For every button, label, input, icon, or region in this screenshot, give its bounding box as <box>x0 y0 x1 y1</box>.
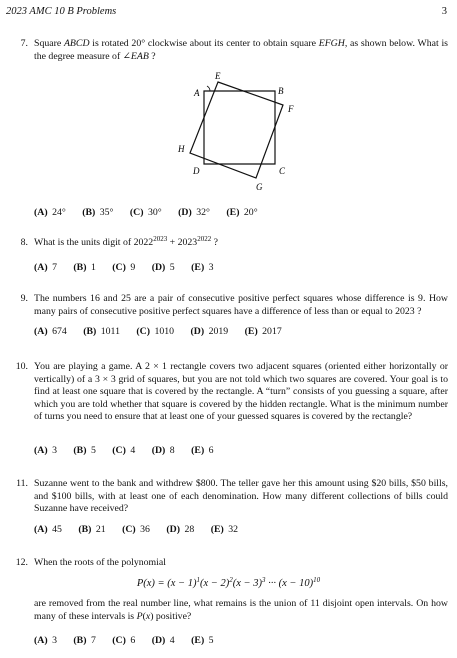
label-f: F <box>288 104 294 114</box>
choice-b: (B) 1 <box>73 262 96 273</box>
answer-choices <box>34 445 228 456</box>
problem-text: Square ABCD is rotated 20° clockwise about its center to obtain square EFGH, as shown below. What is the degree measure of ∠EAB ? <box>34 38 448 62</box>
choice-e: (E) 2017 <box>244 326 282 337</box>
choice-e: (E) 32 <box>210 524 239 535</box>
problem-text: You are playing a game. A 2 × 1 rectangle covers two adjacent squares (oriented either horizontally or vertically) of a 3 × 3 grid of squares, but you are not told which two squares are covered. Your goal is to find at least one square that is covered by the rectangle. A “turn” consists of you guessing a square, after which you are told whether that square is covered by the hidden rectangle. What is the minimum number of turns you need to ensure that at least one of your guessed squares is covered by the rectangle? <box>34 361 448 423</box>
problem-number: 10. <box>15 361 28 372</box>
choice-d: (D) 8 <box>151 445 175 456</box>
problem-text: are removed from the real number line, what remains is the union of 11 disjoint open intervals. On how many of these intervals is P(x) positive? <box>34 598 448 622</box>
choice-e: (E) 6 <box>191 445 214 456</box>
label-c: C <box>279 166 286 176</box>
choice-d: (D) 5 <box>151 262 175 273</box>
choice-d: (D) 2019 <box>190 326 229 337</box>
choice-d: (D) 4 <box>151 635 175 646</box>
choice-e: (E) 5 <box>191 635 214 646</box>
choice-a: (A) 3 <box>34 635 57 646</box>
choice-e: (E) 20° <box>226 207 258 218</box>
problem-text: What is the units digit of $2022^{2023} + 2023^{2022}$ ? <box>34 235 219 248</box>
choice-b: (B) 35° <box>82 207 114 218</box>
choice-b: (B) 21 <box>78 524 106 535</box>
problem-text: The numbers 16 and 25 are a pair of consecutive positive perfect squares whose difference is 9. How many pairs of consecutive positive perfect squares have a difference of less than or equal to 2023 ? <box>34 293 448 317</box>
label-b: B <box>278 86 284 96</box>
answer-choices <box>34 635 228 646</box>
polynomial-formula: $P(x) = (x - 1)^1(x - 2)^2(x - 3)^3$ ··· $(x - 10)^{10}$ <box>136 576 321 589</box>
answer-choices <box>34 207 272 218</box>
choice-e: (E) 3 <box>191 262 214 273</box>
label-h: H <box>178 144 185 154</box>
answer-choices <box>34 524 252 535</box>
choice-a: (A) 45 <box>34 524 62 535</box>
choice-c: (C) 9 <box>112 262 136 273</box>
problem-number: 12. <box>15 557 28 568</box>
label-g: G <box>256 182 263 192</box>
choice-b: (B) 5 <box>73 445 96 456</box>
choice-c: (C) 4 <box>112 445 136 456</box>
problem-number: 8. <box>20 237 28 248</box>
choice-a: (A) 7 <box>34 262 57 273</box>
answer-choices <box>34 326 296 337</box>
label-e: E <box>215 71 221 81</box>
choice-a: (A) 674 <box>34 326 67 337</box>
problem-text: Suzanne went to the bank and withdrew $800. The teller gave her this amount using $20 bills, $50 bills, and $100 bills, with at least one of each denomination. How many different collections of bills could Suzanne have received? <box>34 478 448 515</box>
problem-text: When the roots of the polynomial <box>34 557 166 568</box>
angle-arc <box>207 86 210 91</box>
choice-a: (A) 3 <box>34 445 57 456</box>
choice-d: (D) 28 <box>166 524 195 535</box>
choice-b: (B) 1011 <box>83 326 120 337</box>
choice-c: (C) 36 <box>122 524 150 535</box>
answer-choices <box>34 262 228 273</box>
label-a: A <box>194 88 200 98</box>
choice-c: (C) 6 <box>112 635 136 646</box>
square-abcd <box>204 91 275 164</box>
header-title: 2023 AMC 10 B Problems <box>6 6 117 17</box>
choice-d: (D) 32° <box>178 207 210 218</box>
problem-number: 9. <box>20 293 28 304</box>
choice-c: (C) 1010 <box>136 326 175 337</box>
problem-number: 11. <box>16 478 28 489</box>
page-header <box>6 6 451 20</box>
choice-b: (B) 7 <box>73 635 96 646</box>
choice-c: (C) 30° <box>129 207 162 218</box>
rotated-squares-figure <box>0 70 457 220</box>
problem-number: 7. <box>20 38 28 49</box>
page-number: 3 <box>441 6 447 17</box>
choice-a: (A) 24° <box>34 207 66 218</box>
label-d: D <box>193 166 200 176</box>
